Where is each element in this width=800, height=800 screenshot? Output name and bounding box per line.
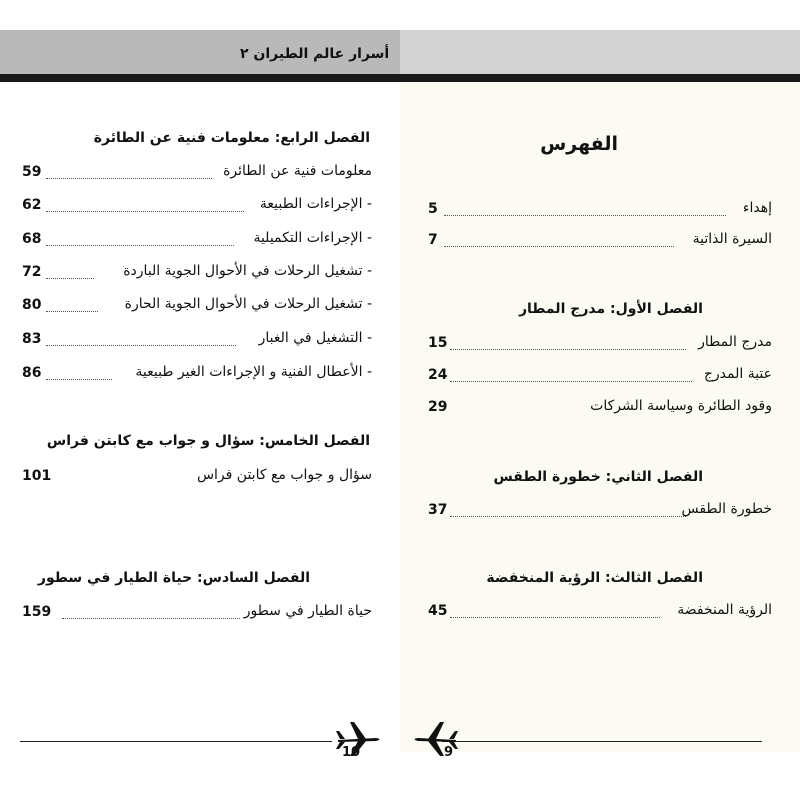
toc-entry-biography[interactable] xyxy=(428,231,772,253)
chapter-heading: الفصل الثاني: خطورة الطقس xyxy=(493,469,703,485)
entry-title: وقود الطائرة وسياسة الشركات xyxy=(590,398,772,414)
page-number-right: 9 xyxy=(444,745,454,760)
chapter-heading: الفصل الرابع: معلومات فنية عن الطائرة xyxy=(93,130,370,146)
leader-dots xyxy=(450,617,660,618)
leader-dots xyxy=(46,311,98,312)
leader-dots xyxy=(46,211,244,212)
toc-entry[interactable] xyxy=(22,467,372,489)
entry-title: سؤال و جواب مع كابتن فراس xyxy=(196,467,372,483)
entry-title: - الأعطال الفنية و الإجراءات الغير طبيعية xyxy=(135,364,372,380)
page-number: 37 xyxy=(428,502,448,518)
entry-title: الرؤية المنخفضة xyxy=(677,602,772,618)
page-number: 80 xyxy=(22,297,42,313)
chapter-heading: الفصل الخامس: سؤال و جواب مع كابتن فراس xyxy=(46,433,370,449)
running-header-title: أسرار عالم الطيران ٢ xyxy=(240,46,390,62)
page-number: 83 xyxy=(22,331,42,347)
page-number: 45 xyxy=(428,603,448,619)
toc-entry[interactable] xyxy=(428,602,772,624)
leader-dots xyxy=(62,618,240,619)
entry-title: السيرة الذاتية xyxy=(692,231,772,247)
page-number: 29 xyxy=(428,399,448,415)
chapter-heading: الفصل الثالث: الرؤية المنخفضة xyxy=(486,570,703,586)
leader-dots xyxy=(444,246,674,247)
toc-entry[interactable] xyxy=(22,230,372,252)
header-rule xyxy=(0,74,800,82)
entry-title: - تشغيل الرحلات في الأحوال الجوية الباردة xyxy=(123,263,372,279)
page-number: 59 xyxy=(22,164,42,180)
toc-entry[interactable] xyxy=(22,163,372,185)
leader-dots xyxy=(46,245,234,246)
entry-title: معلومات فنية عن الطائرة xyxy=(223,163,372,179)
page-number: 5 xyxy=(428,201,438,217)
toc-entry[interactable] xyxy=(428,366,772,388)
entry-title: عتبة المدرج xyxy=(703,366,772,382)
footer-rule-left xyxy=(20,741,332,742)
page-number: 101 xyxy=(22,468,52,484)
page-number: 7 xyxy=(428,232,438,248)
toc-entry[interactable] xyxy=(22,196,372,218)
entry-title: - الإجراءات التكميلية xyxy=(253,230,372,246)
toc-entry[interactable] xyxy=(22,603,372,625)
toc-entry[interactable] xyxy=(22,296,372,318)
page-number: 15 xyxy=(428,335,448,351)
leader-dots xyxy=(444,215,726,216)
toc-entry[interactable] xyxy=(22,364,372,386)
toc-entry[interactable] xyxy=(22,330,372,352)
page-number: 72 xyxy=(22,264,42,280)
entry-title: إهداء xyxy=(742,200,772,216)
page-number: 62 xyxy=(22,197,42,213)
leader-dots xyxy=(450,381,692,382)
toc-entry[interactable] xyxy=(428,501,772,523)
chapter-heading: الفصل الأول: مدرج المطار xyxy=(518,301,703,317)
entry-title: - تشغيل الرحلات في الأحوال الجوية الحارة xyxy=(124,296,372,312)
toc-entry[interactable] xyxy=(22,263,372,285)
toc-title: الفهرس xyxy=(540,133,618,155)
page-number-left: 10 xyxy=(342,745,361,760)
entry-title: مدرج المطار xyxy=(698,334,772,350)
leader-dots xyxy=(46,379,112,380)
page-number: 68 xyxy=(22,231,42,247)
header-bar-right xyxy=(400,30,800,74)
page-number: 24 xyxy=(428,367,448,383)
leader-dots xyxy=(46,345,236,346)
leader-dots xyxy=(46,278,94,279)
toc-entry[interactable] xyxy=(428,334,772,356)
page-number: 159 xyxy=(22,604,52,620)
toc-entry[interactable] xyxy=(428,398,772,420)
entry-title: حياة الطيار في سطور xyxy=(243,603,372,619)
page-number: 86 xyxy=(22,365,42,381)
leader-dots xyxy=(46,178,212,179)
toc-entry-dedication[interactable] xyxy=(428,200,772,222)
leader-dots xyxy=(450,349,686,350)
chapter-heading: الفصل السادس: حياة الطيار في سطور xyxy=(37,570,310,586)
leader-dots xyxy=(450,516,686,517)
footer-rule-right xyxy=(442,741,762,742)
entry-title: خطورة الطقس xyxy=(681,501,772,517)
entry-title: - التشغيل في الغبار xyxy=(258,330,372,346)
entry-title: - الإجراءات الطبيعة xyxy=(259,196,372,212)
